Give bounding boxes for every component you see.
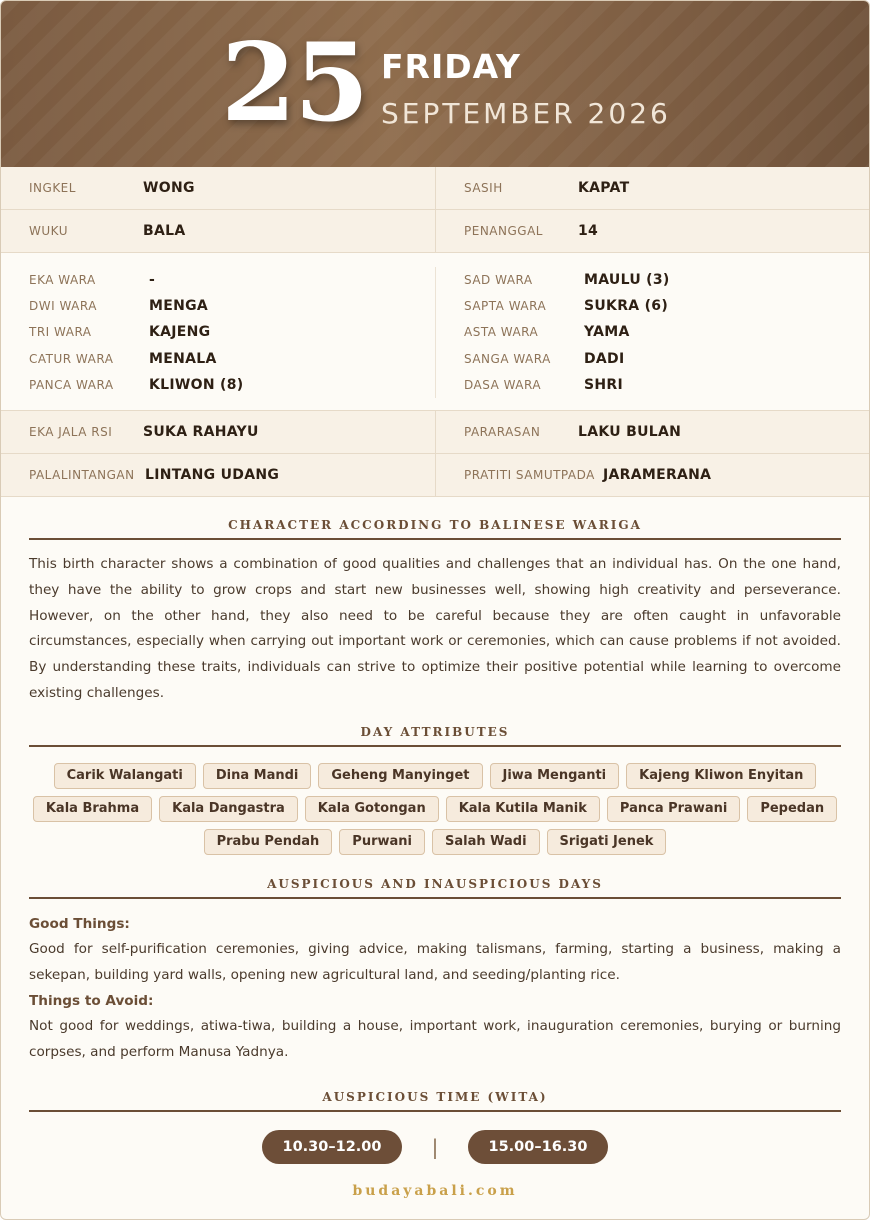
month-year: SEPTEMBER 2026 — [381, 97, 671, 130]
wuku-label: WUKU — [29, 224, 68, 238]
attribute-tag: Kala Kutila Manik — [446, 796, 600, 822]
wara-value: KLIWON (8) — [149, 376, 244, 393]
penanggal-value: 14 — [578, 223, 599, 239]
sasih-cell — [435, 167, 869, 209]
wara-label: SAPTA WARA — [464, 299, 547, 314]
wara-value: MENGA — [149, 298, 209, 315]
character-text: This birth character shows a combination of good qualities and challenges that an individual has. On the one hand, they have the ability to grow crops and start new businesses well, showing high creativity and perseverance. However, on the other hand, they also need to be careful because they are often caught in unfavorable circumstances, especially when carrying out important work or ceremonies, which can cause problems if not avoided. By understanding these traits, individuals can strive to optimize their positive potential while learning to overcome existing challenges. — [29, 555, 841, 701]
sasih-label: SASIH — [464, 181, 503, 195]
eka-jala-rsi-value: SUKA RAHAYU — [143, 423, 259, 440]
wara-value: SUKRA (6) — [584, 298, 669, 315]
day-name: FRIDAY — [381, 47, 521, 86]
palalintangan-cell — [1, 454, 435, 496]
wara-label: DASA WARA — [464, 377, 542, 392]
wara-label: PANCA WARA — [29, 377, 114, 392]
wara-item — [29, 372, 435, 398]
wara-item — [464, 267, 869, 293]
attribute-tag: Kala Brahma — [33, 796, 152, 822]
wara-label: EKA WARA — [29, 273, 96, 288]
attribute-tag: Geheng Manyinget — [318, 763, 482, 789]
sasih-value: KAPAT — [578, 180, 630, 196]
attribute-tag: Prabu Pendah — [204, 829, 333, 855]
wara-right-column — [435, 267, 869, 398]
palalintangan-label: PALALINTANGAN — [29, 467, 135, 482]
good-things-label: Good Things: — [29, 915, 130, 932]
wara-value: KAJENG — [149, 324, 211, 341]
character-title: CHARACTER ACCORDING TO BALINESE WARIGA — [29, 518, 841, 540]
pararasan-label: PARARASAN — [464, 424, 541, 439]
attribute-tag: Kajeng Kliwon Enyitan — [626, 763, 816, 789]
attribute-tag: Srigati Jenek — [547, 829, 667, 855]
auspicious-times — [1, 1130, 869, 1164]
pararasan-value: LAKU BULAN — [578, 423, 682, 440]
attribute-tag: Jiwa Menganti — [490, 763, 620, 789]
times-title: AUSPICIOUS TIME (WITA) — [29, 1090, 841, 1112]
ingkel-value: WONG — [143, 180, 195, 196]
attribute-tags — [29, 763, 841, 855]
wara-item — [29, 346, 435, 372]
good-things-text: Good for self-purification ceremonies, giving advice, making talismans, farming, starting a business, making a sekepan, building yard walls, opening new agricultural land, and seeding/planting rice. — [29, 940, 841, 983]
days-title: AUSPICIOUS AND INAUSPICIOUS DAYS — [29, 877, 841, 899]
attribute-tag: Kala Dangastra — [159, 796, 298, 822]
attribute-tag: Purwani — [339, 829, 425, 855]
ingkel-label: INGKEL — [29, 181, 76, 195]
site-footer: budayabali.com — [352, 1182, 518, 1199]
wara-label: ASTA WARA — [464, 325, 539, 340]
attribute-tag: Carik Walangati — [54, 763, 196, 789]
pratiti-samutpada-value: JARAMERANA — [603, 466, 712, 483]
penanggal-label: PENANGGAL — [464, 224, 543, 238]
penanggal-cell — [435, 210, 869, 252]
wara-value: SHRI — [584, 376, 623, 393]
wara-item — [464, 372, 869, 398]
wara-label: DWI WARA — [29, 299, 97, 314]
time-slot-1: 10.30–12.00 — [262, 1130, 402, 1164]
attributes-title: DAY ATTRIBUTES — [29, 725, 841, 747]
wara-value: - — [149, 272, 156, 289]
attribute-tag: Kala Gotongan — [305, 796, 439, 822]
date-header — [1, 1, 869, 167]
wara-label: CATUR WARA — [29, 351, 114, 366]
info-row-2 — [1, 210, 869, 253]
wara-label: SANGA WARA — [464, 351, 551, 366]
info-row-3 — [1, 411, 869, 454]
eka-jala-rsi-label: EKA JALA RSI — [29, 424, 113, 439]
wara-left-column — [1, 267, 435, 398]
wara-item — [464, 346, 869, 372]
eka-jala-rsi-cell — [1, 411, 435, 453]
wara-item — [29, 293, 435, 319]
ingkel-cell — [1, 167, 435, 209]
wara-value: MAULU (3) — [584, 272, 670, 289]
time-separator: | — [431, 1134, 439, 1159]
wara-label: SAD WARA — [464, 273, 533, 288]
wara-item — [29, 267, 435, 293]
pratiti-samutpada-cell — [435, 454, 869, 496]
wara-label: TRI WARA — [29, 325, 92, 340]
attribute-tag: Salah Wadi — [432, 829, 540, 855]
info-row-4 — [1, 454, 869, 497]
palalintangan-value: LINTANG UDANG — [145, 466, 280, 483]
wuku-cell — [1, 210, 435, 252]
pratiti-samutpada-label: PRATITI SAMUTPADA — [464, 467, 595, 482]
attribute-tag: Pepedan — [747, 796, 837, 822]
pararasan-cell — [435, 411, 869, 453]
wara-section — [1, 253, 869, 411]
wuku-value: BALA — [143, 223, 186, 239]
wara-item — [464, 293, 869, 319]
wara-item — [29, 319, 435, 345]
time-slot-2: 15.00–16.30 — [468, 1130, 608, 1164]
wara-item — [464, 319, 869, 345]
things-to-avoid-label: Things to Avoid: — [29, 993, 154, 1010]
attribute-tag: Dina Mandi — [203, 763, 312, 789]
attribute-tag: Panca Prawani — [607, 796, 740, 822]
info-row-1 — [1, 167, 869, 210]
day-number: 25 — [221, 20, 368, 146]
things-to-avoid-text: Not good for weddings, atiwa-tiwa, building a house, important work, inauguration ceremonies, burying or burning corpses, and perform Manusa Yadnya. — [29, 1018, 841, 1061]
wara-value: DADI — [584, 350, 625, 367]
wara-value: MENALA — [149, 350, 217, 367]
wara-value: YAMA — [584, 324, 630, 341]
